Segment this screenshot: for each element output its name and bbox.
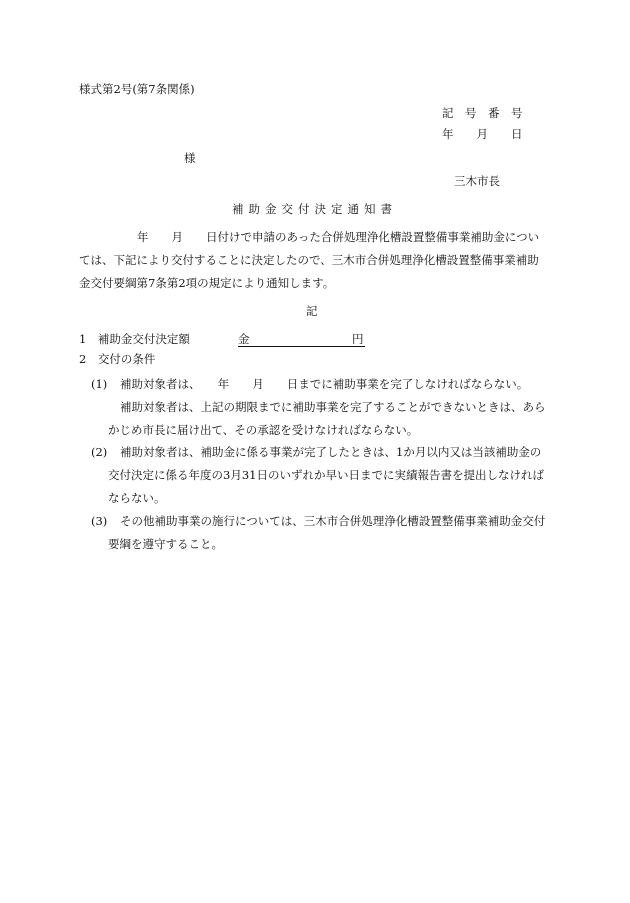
condition-2-line-2: 交付決定に係る年度の3月31日のいずれか早い日までに実績報告書を提出しなければ	[108, 468, 544, 482]
grant-amount-underline	[238, 346, 365, 347]
grant-amount-suffix: 円	[352, 332, 364, 346]
condition-1-line-3: かじめ市長に届け出て、その承認を受けなければならない。	[108, 423, 419, 437]
grant-conditions-label: 2 交付の条件	[79, 352, 156, 366]
issuer-label: 三木市長	[454, 174, 500, 188]
condition-2-line-1: 補助対象者は、補助金に係る事業が完了したときは、1か月以内又は当該補助金の	[120, 445, 542, 459]
body-line-3: 金交付要綱第7条第2項の規定により通知します。	[79, 276, 335, 290]
body-line-1: 年 月 日付けで申請のあった合併処理浄化槽設置整備事業補助金につい	[137, 230, 540, 244]
reference-number-label: 記 号 番 号	[442, 106, 523, 120]
condition-1-number: (1)	[91, 377, 108, 391]
grant-amount-label: 1 補助金交付決定額	[79, 332, 190, 346]
condition-3-line-2: 要綱を遵守すること。	[108, 537, 223, 551]
document-title: 補助金交付決定通知書	[232, 202, 397, 216]
condition-1-line-2: 補助対象者は、上記の期限までに補助事業を完了することができないときは、あら	[120, 400, 546, 414]
body-line-2: ては、下記により交付することに決定したので、三木市合併処理浄化槽設置整備事業補助	[79, 253, 539, 267]
date-label: 年 月 日	[442, 127, 523, 141]
condition-3-line-1: その他補助事業の施行については、三木市合併処理浄化槽設置整備事業補助金交付	[120, 514, 546, 528]
form-number: 様式第2号(第7条関係)	[79, 82, 195, 96]
condition-2-number: (2)	[91, 445, 108, 459]
addressee-label: 様	[184, 151, 196, 165]
condition-2-line-3: ならない。	[108, 491, 166, 505]
condition-1-line-1: 補助対象者は、 年 月 日までに補助事業を完了しなければならない。	[120, 377, 529, 391]
condition-3-number: (3)	[91, 514, 108, 528]
grant-amount-prefix: 金	[238, 332, 250, 346]
record-heading: 記	[306, 304, 318, 318]
